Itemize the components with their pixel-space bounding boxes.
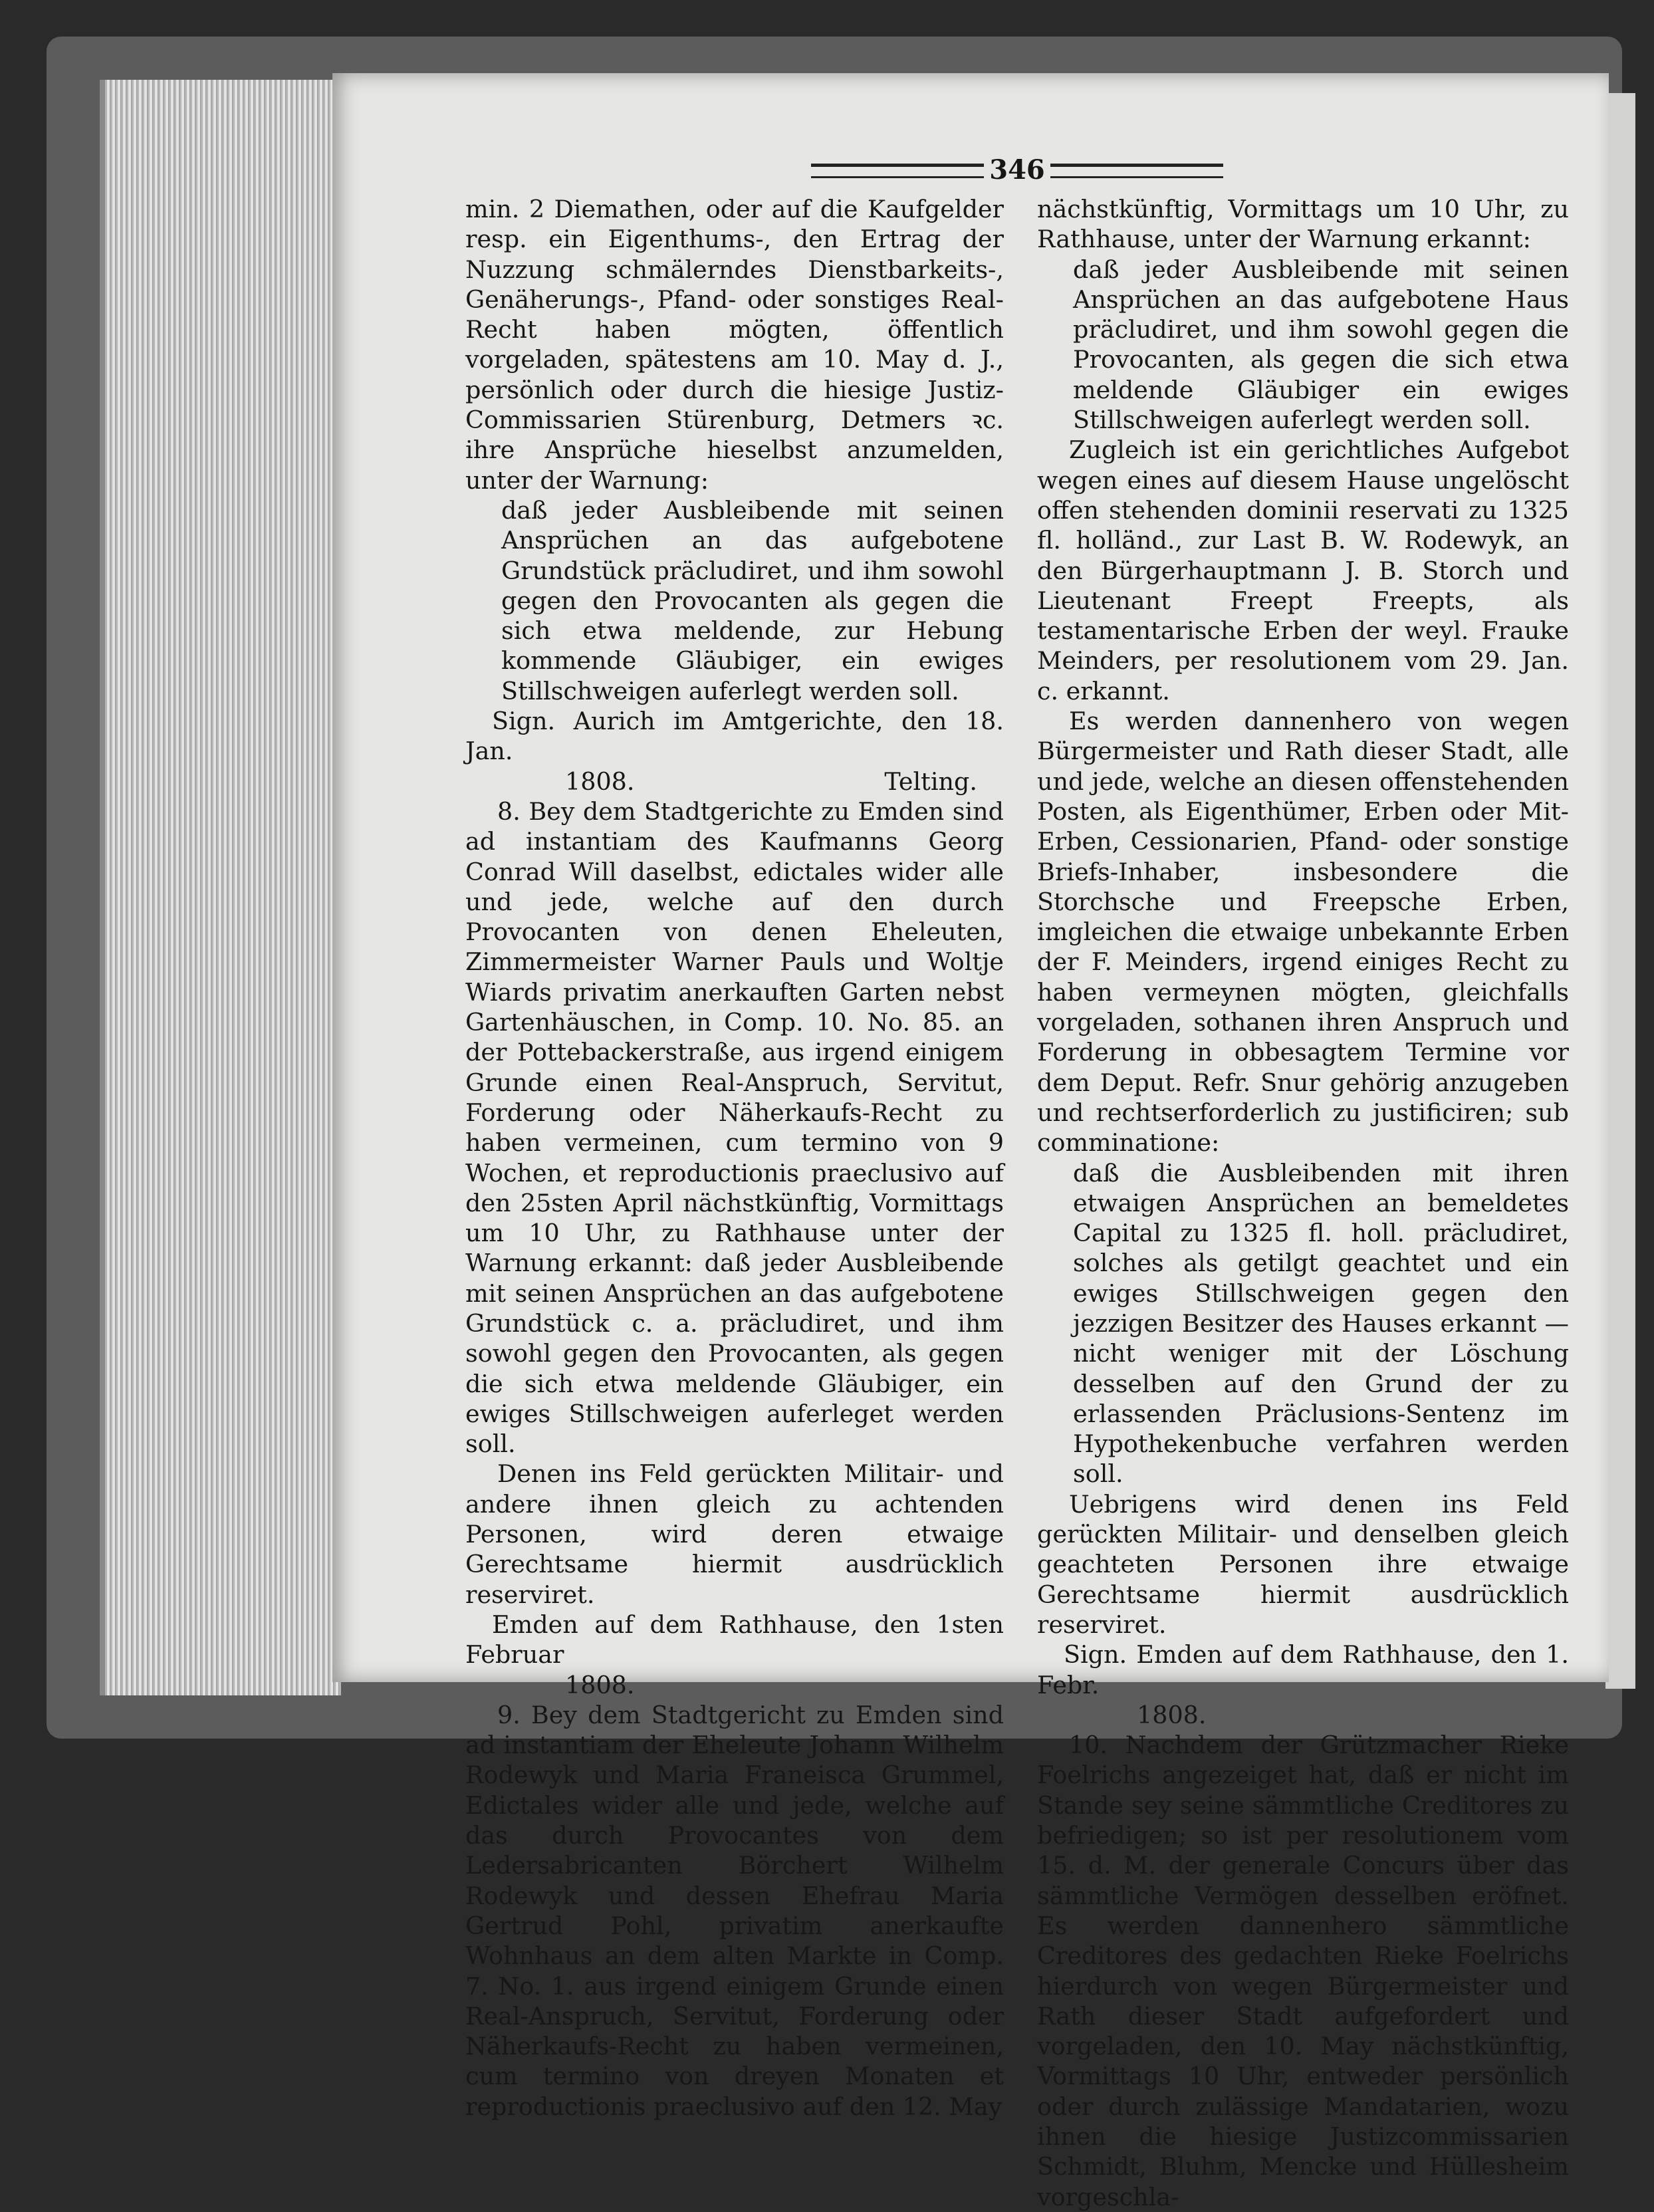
right-column: [1037, 194, 1569, 2212]
paragraph: Es werden dannenhero von wegen Bürgermeister und Rath dieser Stadt, alle und jede, welche an diesen offenstehenden Posten, als Eigenthümer, Erben oder Mit-Erben, Cessionarien, Pfand- oder sonstige Briefs-Inhaber, insbesondere die Storchsche und Freepsche Erben, imgleichen die etwaige unbekannte Erben der F. Meinders, irgend einiges Recht zu haben vermeynen mögten, gleichfalls vorgeladen, sothanen ihren Anspruch und Forderung in obbesagtem Termine vor dem Deput. Refr. Snur gehörig anzugeben und rechtserforderlich zu justificiren; sub comminatione:: [1037, 707, 1569, 1158]
page-edges: [100, 80, 341, 1695]
paragraph: Uebrigens wird denen ins Feld gerückten Militair- und denselben gleich geachteten Personen ihre etwaige Gerechtsame hiermit ausdrücklich reserviret.: [1037, 1489, 1569, 1639]
date-line: [1037, 1700, 1569, 1730]
paragraph: 8. Bey dem Stadtgerichte zu Emden sind ad instantiam des Kaufmanns Georg Conrad Will daselbst, edictales wider alle und jede, welche auf den durch Provocanten von denen Eheleuten, Zimmermeister Warner Pauls und Woltje Wiards privatim anerkauften Garten nebst Gartenhäuschen, in Comp. 10. No. 85. an der Pottebackerstraße, aus irgend einigem Grunde einen Real-Anspruch, Servitut, Forderung oder Näherkaufs-Recht zu haben vermeinen, cum termino von 9 Wochen, et reproductionis praeclusivo auf den 25sten April nächstkünftig, Vormittags um 10 Uhr, zu Rathhause unter der Warnung erkannt: daß jeder Ausbleibende mit seinen Ansprüchen an das aufgebotene Grundstück c. a. präcludiret, und ihm sowohl gegen den Provocanten, als gegen die sich etwa meldende Gläubiger, ein ewiges Stillschweigen auferleget werden soll.: [465, 797, 1004, 1459]
left-column: [465, 194, 1004, 2122]
paragraph: Zugleich ist ein gerichtliches Aufgebot wegen eines auf diesem Hause ungelöscht offen stehenden dominii reservati zu 1325 fl. holländ., zur Last B. W. Rodewyk, an den Bürgerhauptmann J. B. Storch und Lieutenant Freept Freepts, als testamentarische Erben der weyl. Frauke Meinders, per resolutionem vom 29. Jan. c. erkannt.: [1037, 435, 1569, 705]
paragraph: min. 2 Diemathen, oder auf die Kaufgelder resp. ein Eigenthums-, den Ertrag der Nuzzung schmälerndes Dienstbarkeits-, Genäherungs-, Pfand- oder sonstiges Real-Recht haben mögten, öffentlich vorgeladen, spätestens am 10. May d. J., persönlich oder durch die hiesige Justiz-Commissarien Stürenburg, Detmers ꝛc. ihre Ansprüche hieselbst anzumelden, unter der Warnung:: [465, 195, 1004, 495]
warning-clause: daß die Ausbleibenden mit ihren etwaigen Ansprüchen an bemeldetes Capital zu 1325 fl. holl. präcludiret, solches als getilgt geachtet und ein ewiges Stillschweigen gegen den jezzigen Besitzer des Hauses erkannt — nicht weniger mit der Löschung desselben auf den Grund der zu erlassenden Präclusions-Sentenz im Hypothekenbuche verfahren werden soll.: [1073, 1158, 1569, 1489]
paragraph: 10. Nachdem der Grützmacher Rieke Foelrichs angezeiget hat, daß er nicht im Stande sey seine sämmtliche Creditores zu befriedigen; so ist per resolutionem vom 15. d. M. der generale Concurs über das sämmtliche Vermögen desselben eröfnet. Es werden dannenhero sämmtliche Creditores des gedachten Rieke Foelrichs hierdurch von wegen Bürgermeister und Rath dieser Stadt aufgefordert und vorgeladen, den 10. May nächstkünftig, Vormittags 10 Uhr, entweder persönlich oder durch zulässige Mandatarien, wozu ihnen die hiesige Justizcommissarien Schmidt, Bluhm, Mencke und Hüllesheim vorgeschla-: [1037, 1731, 1569, 2211]
signature-line: Emden auf dem Rathhause, den 1sten Februar: [465, 1610, 1004, 1669]
page-header: [811, 154, 1223, 187]
date-line: [465, 1670, 1004, 1700]
signature-line: Sign. Emden auf dem Rathhause, den 1. Febr.: [1037, 1640, 1569, 1699]
date-line: [465, 767, 1004, 797]
signature-line: Sign. Aurich im Amtgerichte, den 18. Jan.: [465, 707, 1004, 766]
signatory: Telting.: [884, 767, 977, 796]
date: 1808.: [565, 767, 635, 796]
paragraph: Denen ins Feld gerückten Militair- und andere ihnen gleich zu achtenden Personen, wird deren etwaige Gerechtsame hiermit ausdrücklich reserviret.: [465, 1459, 1004, 1609]
warning-clause: daß jeder Ausbleibende mit seinen Ansprüchen an das aufgebotene Haus präcludiret, und ihm sowohl gegen die Provocanten, als gegen die sich etwa meldende Gläubiger ein ewiges Stillschweigen auferlegt werden soll.: [1073, 255, 1569, 435]
date: 1808.: [565, 1670, 635, 1699]
next-page-edge: [1605, 93, 1635, 1689]
date: 1808.: [1137, 1700, 1207, 1729]
paragraph: 9. Bey dem Stadtgericht zu Emden sind ad instantiam der Eheleute Johann Wilhelm Rodewyk und Maria Franeisca Grummel, Edictales wider alle und jede, welche auf das durch Provocantes von dem Ledersabricanten Börchert Wilhelm Rodewyk und dessen Ehefrau Maria Gertrud Pohl, privatim anerkaufte Wohnhaus an dem alten Markte in Comp. 7. No. 1. aus irgend einigem Grunde einen Real-Anspruch, Servitut, Forderung oder Näherkaufs-Recht zu haben vermeinen, cum termino von dreyen Monaten et reproductionis praeclusivo auf den 12. May: [465, 1700, 1004, 2121]
paragraph: nächstkünftig, Vormittags um 10 Uhr, zu Rathhause, unter der Warnung erkannt:: [1037, 195, 1569, 254]
page-number: 346: [989, 154, 1045, 185]
header-rule-right: [1050, 164, 1223, 178]
warning-clause: daß jeder Ausbleibende mit seinen Ansprüchen an das aufgebotene Grundstück präcludiret, und ihm sowohl gegen den Provocanten als gegen die sich etwa meldende, zur Hebung kommende Gläubiger, ein ewiges Stillschweigen auferlegt werden soll.: [501, 495, 1004, 705]
